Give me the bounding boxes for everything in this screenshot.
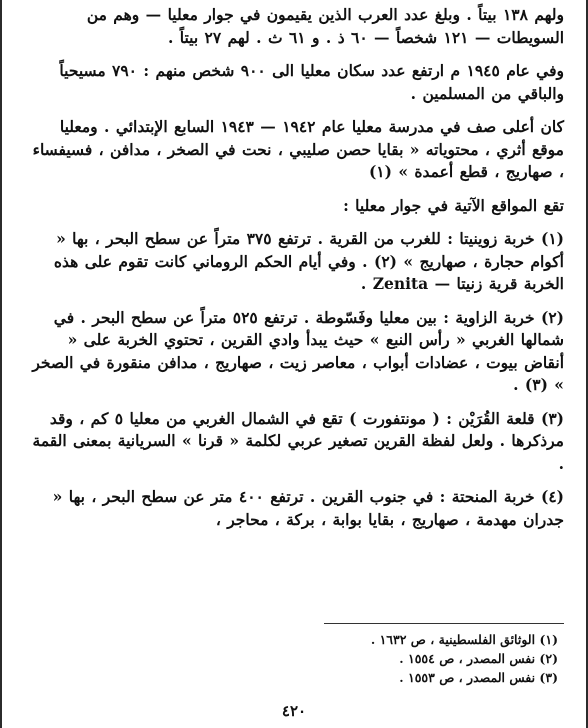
site-number: (٤) xyxy=(540,487,564,506)
paragraph-text: ولهم ١٣٨ بيتاً . وبلغ عدد العرب الذين يقيمون في جوار معليا — وهم من السويطات — ١٢١ شخصاً — ٦٠ ذ . و ٦١ ث . لهم ٢٧ بيتاً . xyxy=(86,5,564,47)
site-heading: خربة الزاوية : xyxy=(443,307,535,327)
site-heading: خربة المنحتة : xyxy=(439,487,535,506)
site-entry-4 xyxy=(26,486,564,531)
paragraph-text: كان أعلى صف في مدرسة معليا عام ١٩٤٢ — ١٩٤٣ السابع الإبتدائي . ومعليا موقع أثري ، محتوياته « بقايا حصن صليبي ، نحت في الصخر ، مدافن ، فسيفساء ، صهاريج ، قطع أعمدة » (١) xyxy=(32,117,564,181)
site-description: للغرب من القرية . ترتفع ٣٧٥ متراً عن سطح البحر ، بها « أكوام حجارة ، صهاريج » (٢) . وفي أيام الحكم الروماني كانت تقوم على هذه الخربة قرية زنيتا — Zenita . xyxy=(53,229,564,293)
paragraph-text: وفي عام ١٩٤٥ م ارتفع عدد سكان معليا الى ٩٠٠ شخص منهم : ٧٩٠ مسيحياً والباقي من المسلمين . xyxy=(59,61,564,103)
page-number: ٤٢٠ xyxy=(281,702,307,720)
site-entry-2 xyxy=(26,307,564,397)
site-number: (٢) xyxy=(540,307,564,327)
site-number: (٣) xyxy=(540,408,564,428)
site-description: بين معليا وفَسّوطة . ترتفع ٥٢٥ متراً عن سطح البحر . في شمالها الغربي « رأس النبع » حيث يبدأ وادي القرين ، تحتوي الخربة على « أنقاض بيوت ، عضادات أبواب ، معاصر زيت ، صهاريج ، مدافن منقورة في الصخر » (٣) . xyxy=(32,307,564,394)
page-body xyxy=(26,0,564,542)
footnote-divider xyxy=(324,623,564,624)
site-heading: قلعة القُرَيْن : xyxy=(446,408,535,428)
site-entry-1 xyxy=(26,228,564,296)
paragraph-school-and-site xyxy=(26,116,564,184)
paragraph-sites-intro xyxy=(26,195,564,218)
footnote-3: (٣) نفس المصدر ، ص ١٥٥٣ . xyxy=(399,670,558,685)
footnotes xyxy=(371,630,558,687)
paragraph-text: تقع المواقع الآتية في جوار معليا : xyxy=(343,195,564,215)
site-description: ( مونتفورت ) تقع في الشمال الغربي من معليا ٥ كم ، وقد مرذكرها . ولعل لفظة القرين تصغير عربي لكلمة « قرنا » السريانية بمعنى القمة . xyxy=(32,408,564,473)
paragraph-population-1945 xyxy=(26,60,564,105)
footnote-1: (١) الوثائق الفلسطينية ، ص ١٦٣٢ . xyxy=(370,632,558,647)
site-description: في جنوب القرين . ترتفع ٤٠٠ متر عن سطح البحر ، بها « جدران مهدمة ، صهاريج ، بقايا بوابة ، بركة ، محاجر ، xyxy=(52,487,564,529)
footnote-2: (٢) نفس المصدر ، ص ١٥٥٤ . xyxy=(399,651,558,666)
site-entry-3 xyxy=(26,408,564,476)
paragraph-households xyxy=(26,4,564,49)
site-number: (١) xyxy=(540,229,564,248)
site-heading: خربة زوينيتا : xyxy=(447,229,535,248)
